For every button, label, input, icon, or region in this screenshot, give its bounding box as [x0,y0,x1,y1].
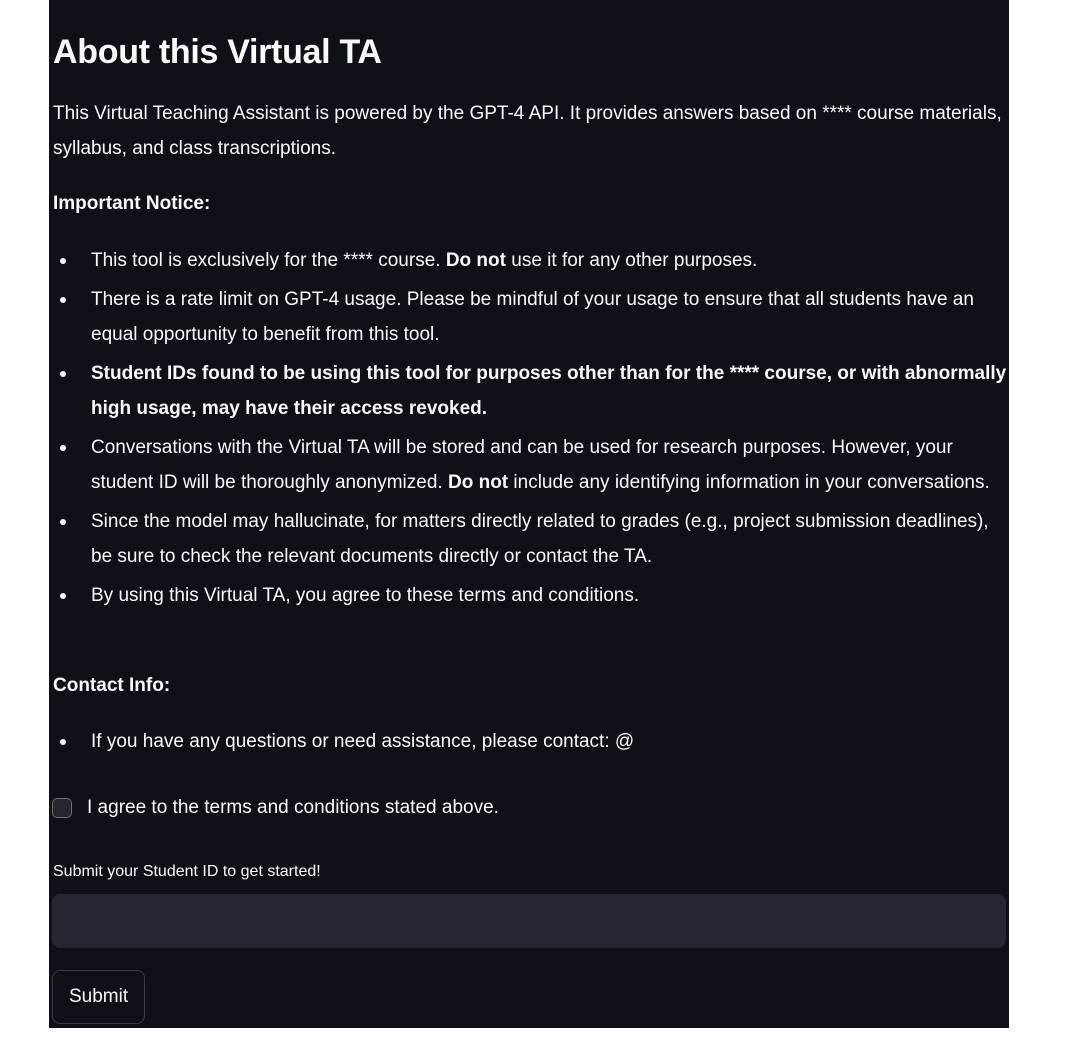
notice-item: Conversations with the Virtual TA will be stored and can be used for research purposes. However, your student ID will be thoroughly anonymized. Do not include any identifying information in your conversations. [49,430,1009,500]
notice-item: Since the model may hallucinate, for matters directly related to grades (e.g., project submission deadlines), be sure to check the relevant documents directly or contact the TA. [49,504,1009,574]
notice-item: By using this Virtual TA, you agree to these terms and conditions. [49,578,1009,613]
important-notice-heading: Important Notice: [53,193,211,214]
contact-info-heading: Contact Info: [53,675,171,696]
notice-item: There is a rate limit on GPT-4 usage. Please be mindful of your usage to ensure that all students have an equal opportunity to benefit from this tool. [49,282,1009,352]
agree-terms-checkbox[interactable] [52,798,72,818]
contact-info-list [49,724,1009,763]
contact-item: If you have any questions or need assistance, please contact: @ [49,724,1009,759]
student-id-input[interactable] [52,894,1006,948]
notice-item: Student IDs found to be using this tool for purposes other than for the **** course, or with abnormally high usage, may have their access revoked. [49,356,1009,426]
page-title: About this Virtual TA [53,33,382,71]
student-id-label: Submit your Student ID to get started! [53,863,321,880]
submit-button[interactable]: Submit [52,970,145,1024]
agree-terms-label[interactable]: I agree to the terms and conditions stated above. [87,797,499,818]
intro-paragraph: This Virtual Teaching Assistant is powered by the GPT-4 API. It provides answers based on **** course materials, syllabus, and class transcriptions. [53,103,1002,159]
agree-terms-row[interactable] [52,792,499,824]
main-panel [49,0,1009,1028]
important-notice-list [49,243,1009,617]
notice-item: This tool is exclusively for the **** course. Do not use it for any other purposes. [49,243,1009,278]
